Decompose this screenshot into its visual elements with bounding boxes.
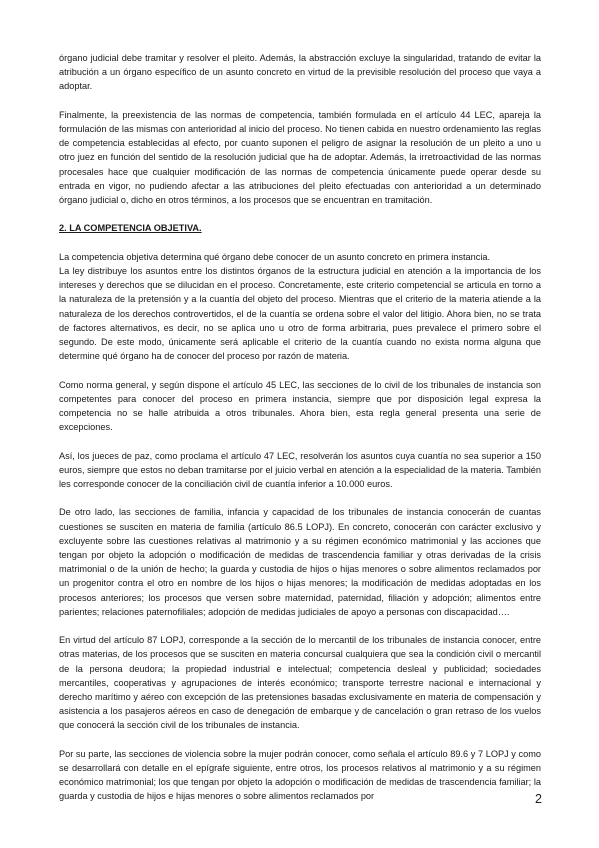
paragraph-distribution: La ley distribuye los asuntos entre los distintos órganos de la estructura judicial en atención a la importancia de los intereses y derechos que se dilucidan en el proceso. Concretamente, este criterio competencial se articula en torno a la naturaleza de la pretensión y a la cuantía del objeto del proceso. Mientras que el criterio de la materia atiende a la naturaleza de los derechos controvertidos, el de la cuantía se ordena sobre el valor del litigio. Ahora bien, no se trata de factores alternativos, es decir, no se aplica uno u otro de forma arbitraria, pues prevalece el primero sobre el segundo. De este modo, únicamente será aplicable el criterio de la cuantía cuando no exista norma alguna que determine qué órgano ha de conocer del proceso por razón de materia. (59, 266, 541, 362)
paragraph-violencia: Por su parte, las secciones de violencia sobre la mujer podrán conocer, como señala el artículo 89.6 y 7 LOPJ y como se desarrollará con detalle en el epígrafe siguiente, entre otros, los procesos relativos al matrimonio y a su régimen económico matrimonial; los que tengan por objeto la adopción o modificación de medidas de trascendencia familiar; la guarda y custodia de hijos e hijas menores o sobre alimentos reclamados por (59, 748, 541, 802)
paragraph-preexistence: Finalmente, la preexistencia de las normas de competencia, también formulada en el artículo 44 LEC, apareja la formulación de las mismas con anterioridad al inicio del proceso. No tienen cabida en nuestro ordenamiento las reglas de competencia establecidas al efecto, por cuanto suponen el peligro de asignar la resolución de un pleito a uno u otro juez en función del sentido de la resolución judicial que ha de adoptar. Además, la irretroactividad de las normas procesales hace que cualquier modificación de las normas de competencia únicamente puede operar desde su entrada en vigor, no pudiendo afectar a las atribuciones del pleito efectuadas con anterioridad a un determinado órgano judicial o, dicho en otros términos, a los procesos que se encuentran en tramitación. (59, 109, 541, 206)
paragraph-general-rule: Como norma general, y según dispone el artículo 45 LEC, las secciones de lo civil de los tribunales de instancia son competentes para conocer del proceso en primera instancia, siempre que por disposición legal expresa la competencia no se halle atribuida a otros tribunales. Ahora bien, esta regla general presenta una serie de excepciones. (59, 379, 541, 433)
page-body (59, 51, 541, 804)
paragraph-definition: La competencia objetiva determina qué órgano debe conocer de un asunto concreto en primera instancia. (59, 251, 491, 262)
page-number: 2 (535, 792, 542, 806)
paragraph-familia: De otro lado, las secciones de familia, infancia y capacidad de los tribunales de instancia conocerán de cuantas cuestiones se susciten en materia de familia (artículo 86.5 LOPJ). En concreto, conocerán con carácter exclusivo y excluyente sobre las cuestiones relativas al matrimonio y a su régimen económico matrimonial y las acciones que tengan por objeto la adopción o modificación de medidas de trascendencia familiar y otras derivadas de la crisis matrimonial o de la unión de hecho; la guarda y custodia de hijos o hijas menores o sobre alimentos reclamados por un progenitor contra el otro en nombre de los hijos o hijas menores; la modificación de medidas adoptadas en los procesos anteriores; los procesos que versen sobre maternidad, paternidad, filiación y adopción; alimentos entre parientes; relaciones paternofiliales; adopción de medidas judiciales de apoyo a personas con discapacidad…. (59, 507, 541, 617)
paragraph-abstraction: órgano judicial debe tramitar y resolver el pleito. Además, la abstracción excluye la singularidad, tratando de evitar la atribución a un órgano específico de un asunto concreto en virtud de la previsible resolución del proceso que vaya a adoptar. (59, 53, 541, 92)
paragraph-mercantil: En virtud del artículo 87 LOPJ, corresponde a la sección de lo mercantil de los tribunales de instancia conocer, entre otras materias, de los procesos que se susciten en materia concursal cualquiera que sea la condición civil o mercantil de la persona deudora; la propiedad industrial e intelectual; competencia desleal y publicidad; sociedades mercantiles, cooperativas y agrupaciones de interés económico; transporte terrestre nacional e internacional y derecho marítimo y aéreo con excepción de las pretensiones basadas exclusivamente en materia de compensación y asistencia a los pasajeros aéreos en caso de denegación de embarque y de cancelación o gran retraso de los vuelos que conocerá la sección civil de los tribunales de instancia. (59, 635, 541, 731)
section-heading: 2. LA COMPETENCIA OBJETIVA. (59, 223, 202, 234)
paragraph-jueces-de-paz: Así, los jueces de paz, como proclama el artículo 47 LEC, resolverán los asuntos cuya cuantía no sea superior a 150 euros, siempre que estos no deban tramitarse por el juicio verbal en atención a la especialidad de la materia. También les corresponde conocer de la conciliación civil de cuantía inferior a 10.000 euros. (59, 450, 541, 490)
